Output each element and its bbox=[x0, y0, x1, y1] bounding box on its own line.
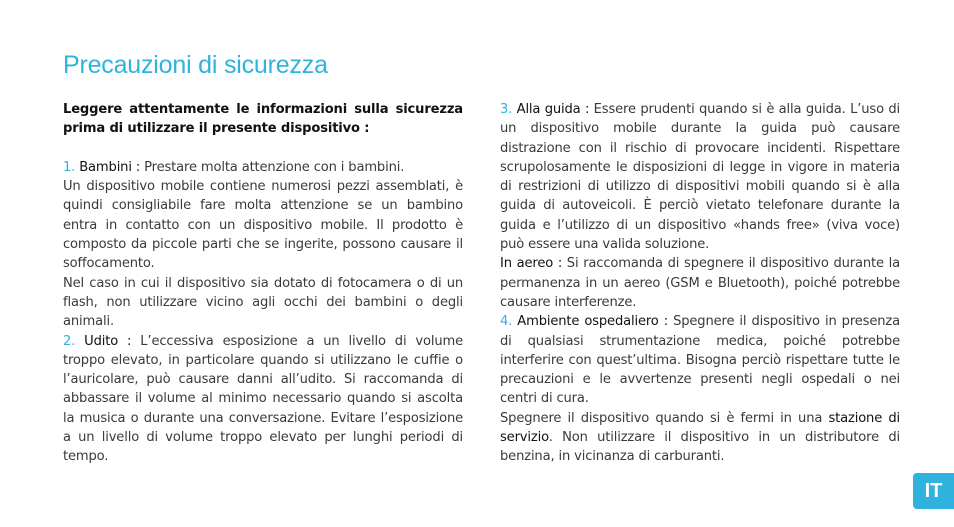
section-text: Spegnere il dispositivo in presenza di qualsiasi strumentazione medica, poiché potrebbe interferire con quest’ultima. Bisogna perciò rispettare tutte le precauzioni e le avvertenze presenti negli ospedali o nei centri di cura. bbox=[500, 314, 900, 407]
section-heading: Udito : bbox=[84, 333, 132, 349]
section-heading: Ambiente ospedaliero : bbox=[517, 314, 668, 330]
section-text: L’eccessiva esposizione a un livello di volume troppo elevato, in particolare quando si utilizzano le cuffie o l’auricolare, può causare danni all’udito. Si raccomanda di abbassare il volume al minimo necessario quando si ascolta la musica o durante una conversazione. Evitare l’esposizione a un livello di volume troppo elevato per lunghi periodi di tempo. bbox=[63, 333, 464, 465]
station-highlight: stazione di servizio bbox=[500, 410, 900, 446]
section-number: 2. bbox=[63, 333, 76, 349]
language-badge: IT bbox=[913, 473, 954, 509]
station-paragraph bbox=[500, 409, 900, 467]
section-text: Prestare molta attenzione con i bambini. bbox=[140, 159, 405, 175]
section-children bbox=[63, 158, 463, 177]
section-driving bbox=[500, 100, 900, 254]
section-airplane bbox=[500, 254, 900, 312]
left-column bbox=[63, 100, 463, 467]
section-hearing bbox=[63, 332, 463, 467]
section-number: 3. bbox=[500, 102, 513, 117]
station-text: Spegnere il dispositivo quando si è fermi in una bbox=[500, 410, 829, 426]
children-paragraph: Nel caso in cui il dispositivo sia dotato di fotocamera o di un flash, non utilizzare vicino agli occhi dei bambini o degli animali. bbox=[63, 275, 463, 330]
page-title: Precauzioni di sicurezza bbox=[63, 51, 328, 79]
section-hospital bbox=[500, 312, 900, 408]
section-heading: In aereo : bbox=[500, 256, 563, 272]
section-number: 1. bbox=[63, 159, 76, 175]
station-text: . Non utilizzare il dispositivo in un distributore di benzina, in vicinanza di carburanti. bbox=[500, 430, 900, 465]
intro-text: Leggere attentamente le informazioni sulla sicurezza prima di utilizzare il presente dispositivo : bbox=[63, 102, 463, 137]
right-column bbox=[500, 100, 900, 467]
section-text: Si raccomanda di spegnere il dispositivo durante la permanenza in un aereo (GSM e Bluetooth), poiché potrebbe causare interferenze. bbox=[500, 256, 900, 310]
section-number: 4. bbox=[500, 314, 513, 330]
section-heading: Bambini : bbox=[79, 159, 141, 175]
section-text: Essere prudenti quando si è alla guida. L’uso di un dispositivo mobile durante la guida può causare distrazione con il rischio di provocare incidenti. Rispettare scrupolosamente le disposizioni di legge in vigore in materia di restrizioni di utilizzo di dispositivi mobili quando si è alla guida di autoveicoli. È perciò vietato telefonare durante la guida e l’utilizzo di un dispositivo «hands free» (viva voce) può essere una valida soluzione. bbox=[500, 102, 901, 253]
children-paragraph: Un dispositivo mobile contiene numerosi pezzi assemblati, è quindi consigliabile fare molta attenzione se un bambino entra in contatto con un dispositivo mobile. Il prodotto è composto da piccole parti che se ingerite, possono causare il soffocamento. bbox=[63, 179, 463, 272]
section-heading: Alla guida : bbox=[516, 102, 590, 117]
